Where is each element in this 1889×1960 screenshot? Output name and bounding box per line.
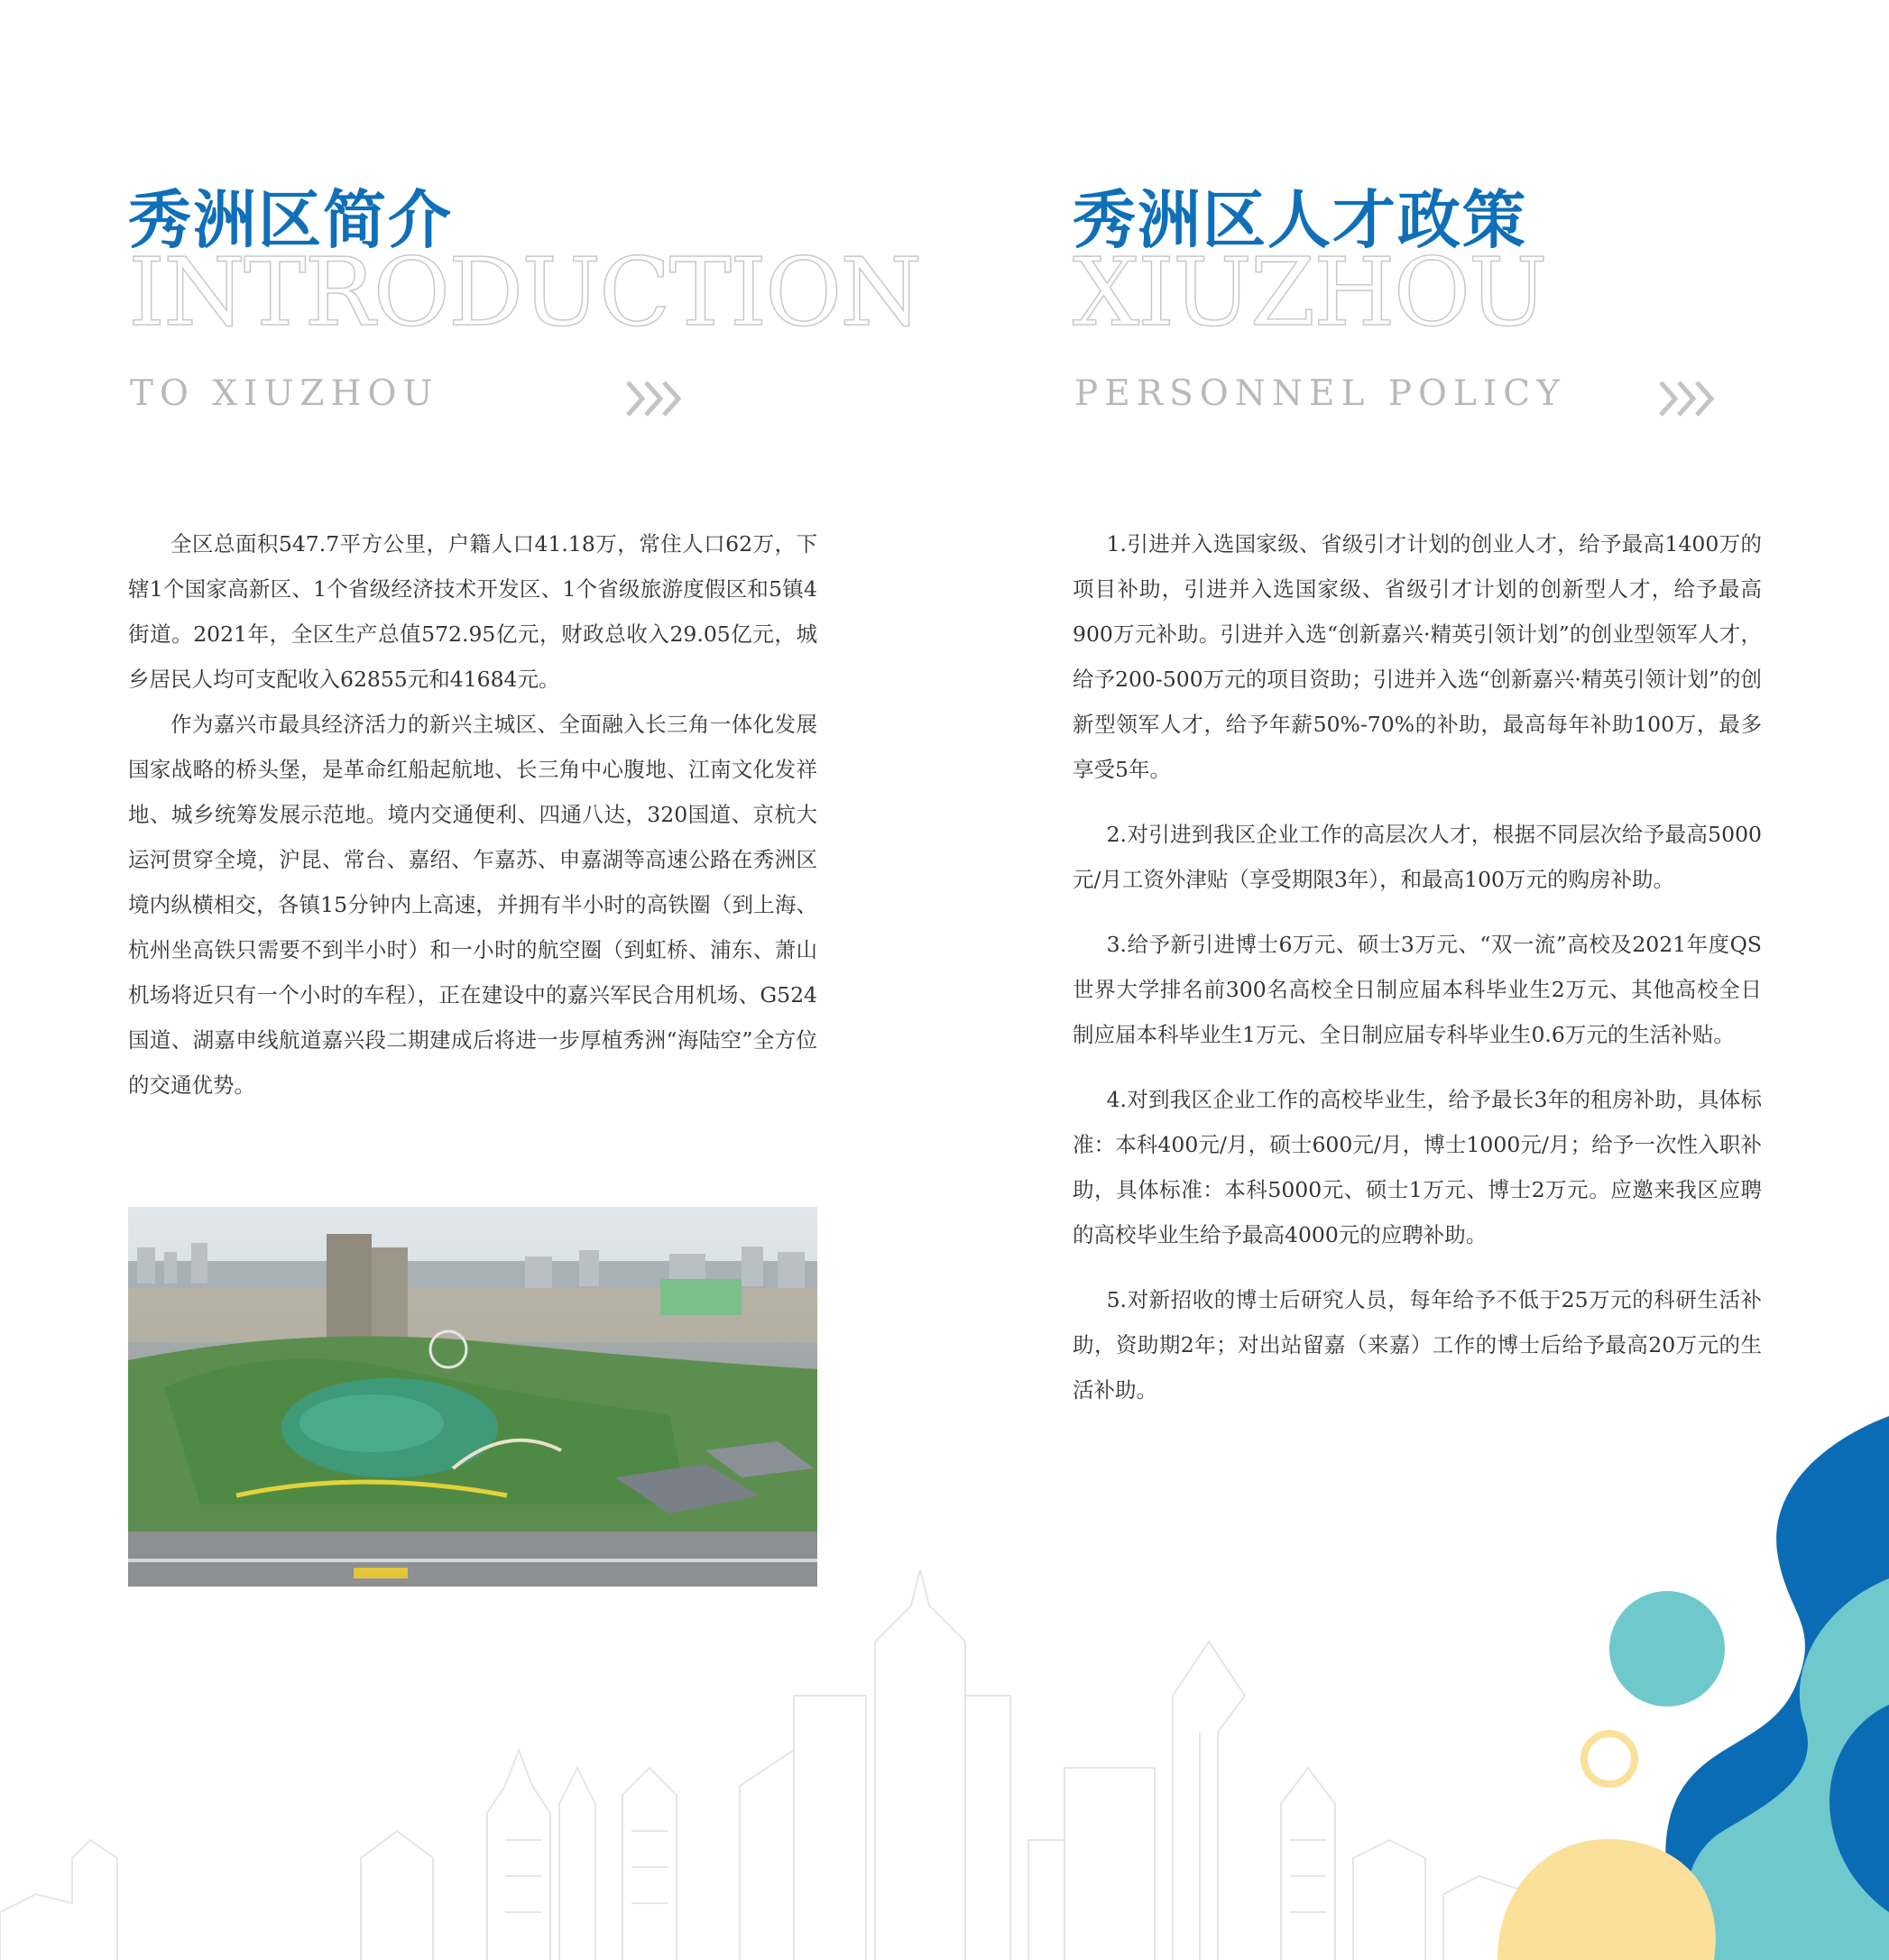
introduction-paragraph-2: 作为嘉兴市最具经济活力的新兴主城区、全面融入长三角一体化发展国家战略的桥头堡，是革命红船起航地、长三角中心腹地、江南文化发祥地、城乡统筹发展示范地。境内交通便利、四通八达，320国道、京杭大运河贯穿全境，沪昆、常台、嘉绍、乍嘉苏、申嘉湖等高速公路在秀洲区境内纵横相交，各镇15分钟内上高速，并拥有半小时的高铁圈（到上海、杭州坐高铁只需要不到半小时）和一小时的航空圈（到虹桥、浦东、萧山机场将近只有一个小时的车程），正在建设中的嘉兴军民合用机场、G524国道、湖嘉申线航道嘉兴段二期建成后将进一步厚植秀洲“海陆空”全方位的交通优势。 [128,712,817,1098]
policy-item-2: 2.对引进到我区企业工作的高层次人才，根据不同层次给予最高5000元/月工资外津贴（享受期限3年），和最高100万元的购房补助。 [1073,822,1762,892]
introduction-outline-heading: INTRODUCTION [128,237,921,347]
chevron-right-icon [1657,379,1722,419]
policy-subtitle: PERSONNEL POLICY [1074,373,1566,414]
policy-item-5: 5.对新招收的博士后研究人员，每年给予不低于25万元的科研生活补助，资助期2年；对出站留嘉（来嘉）工作的博士后给予最高20万元的生活补助。 [1073,1287,1762,1403]
decorative-blobs [1497,1398,1889,1960]
introduction-title: 秀洲区简介 [128,182,453,257]
chevron-right-icon [624,379,689,419]
policy-item-3: 3.给予新引进博士6万元、硕士3万元、“双一流”高校及2021年度QS世界大学排名前300名高校全日制应届本科毕业生2万元、其他高校全日制应届本科毕业生1万元、全日制应届专科毕业生0.6万元的生活补贴。 [1073,932,1762,1047]
policy-title: 秀洲区人才政策 [1073,182,1527,257]
introduction-subtitle: TO XIUZHOU [130,373,439,414]
policy-outline-heading: XIUZHOU [1073,237,1546,347]
aerial-city-photo [128,1207,817,1587]
introduction-body [128,521,817,1108]
policy-body [1073,521,1762,1432]
introduction-paragraph-1: 全区总面积547.7平方公里，户籍人口41.18万，常住人口62万，下辖1个国家高新区、1个省级经济技术开发区、1个省级旅游度假区和5镇4街道。2021年，全区生产总值572.95亿元，财政总收入29.05亿元，城乡居民人均可支配收入62855元和41684元。 [128,531,817,692]
policy-item-1: 1.引进并入选国家级、省级引才计划的创业人才，给予最高1400万的项目补助，引进并入选国家级、省级引才计划的创新型人才，给予最高900万元补助。引进并入选“创新嘉兴·精英引领计划”的创业型领军人才，给予200-500万元的项目资助；引进并入选“创新嘉兴·精英引领计划”的创新型领军人才，给予年薪50%-70%的补助，最高每年补助100万，最多享受5年。 [1073,531,1762,782]
policy-item-4: 4.对到我区企业工作的高校毕业生，给予最长3年的租房补助，具体标准：本科400元/月，硕士600元/月，博士1000元/月；给予一次性入职补助，具体标准：本科5000元、硕士1万元、博士2万元。应邀来我区应聘的高校毕业生给予最高4000元的应聘补助。 [1073,1087,1762,1247]
city-skyline-illustration [0,1569,1714,1960]
